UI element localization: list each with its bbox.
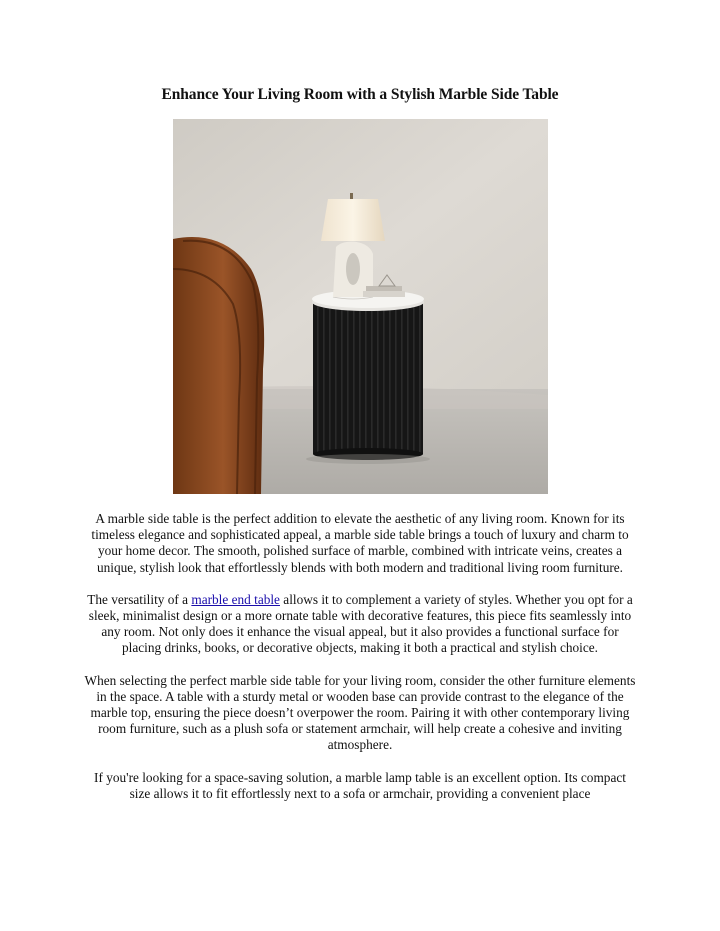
marble-side-table-photo: [173, 119, 548, 494]
paragraph-1: A marble side table is the perfect addition to elevate the aesthetic of any living room. Known for its timeless elegance and sophisticated appeal, a marble side table brings a touch of luxury and charm to your home decor. The smooth, polished surface of marble, combined with intricate veins, creates a unique, stylish look that effortlessly blends with both modern and traditional living room furniture.: [91, 511, 629, 575]
paragraph-2-before: The versatility of a: [87, 591, 192, 607]
paragraph-2: [84, 592, 636, 657]
sofa-armrest: [173, 237, 264, 494]
paragraph-2-after: allows it to complement a variety of styles. Whether you opt for a sleek, minimalist design or a more ornate table with decorative features, this piece fits seamlessly into any room. Not only does it enhance the visual appeal, but it also provides a functional surface for placing drinks, books, or decorative objects, making it both a practical and stylish choice.: [88, 591, 633, 656]
fluted-table-base: [306, 302, 430, 464]
article-body: [84, 511, 636, 818]
paragraph-4: If you're looking for a space-saving solution, a marble lamp table is an excellent option. Its compact size allows it to fit effortlessly next to a sofa or armchair, providing a convenient place: [94, 769, 626, 801]
marble-end-table-link[interactable]: marble end table: [191, 591, 280, 607]
page-title: Enhance Your Living Room with a Stylish Marble Side Table: [161, 86, 559, 103]
paragraph-3: When selecting the perfect marble side table for your living room, consider the other furniture elements in the space. A table with a sturdy metal or wooden base can provide contrast to the elegance of the marble top, ensuring the piece doesn’t overpower the room. Pairing it with other contemporary living room furniture, such as a plush sofa or statement armchair, will help create a cohesive and inviting atmosphere.: [84, 672, 636, 753]
